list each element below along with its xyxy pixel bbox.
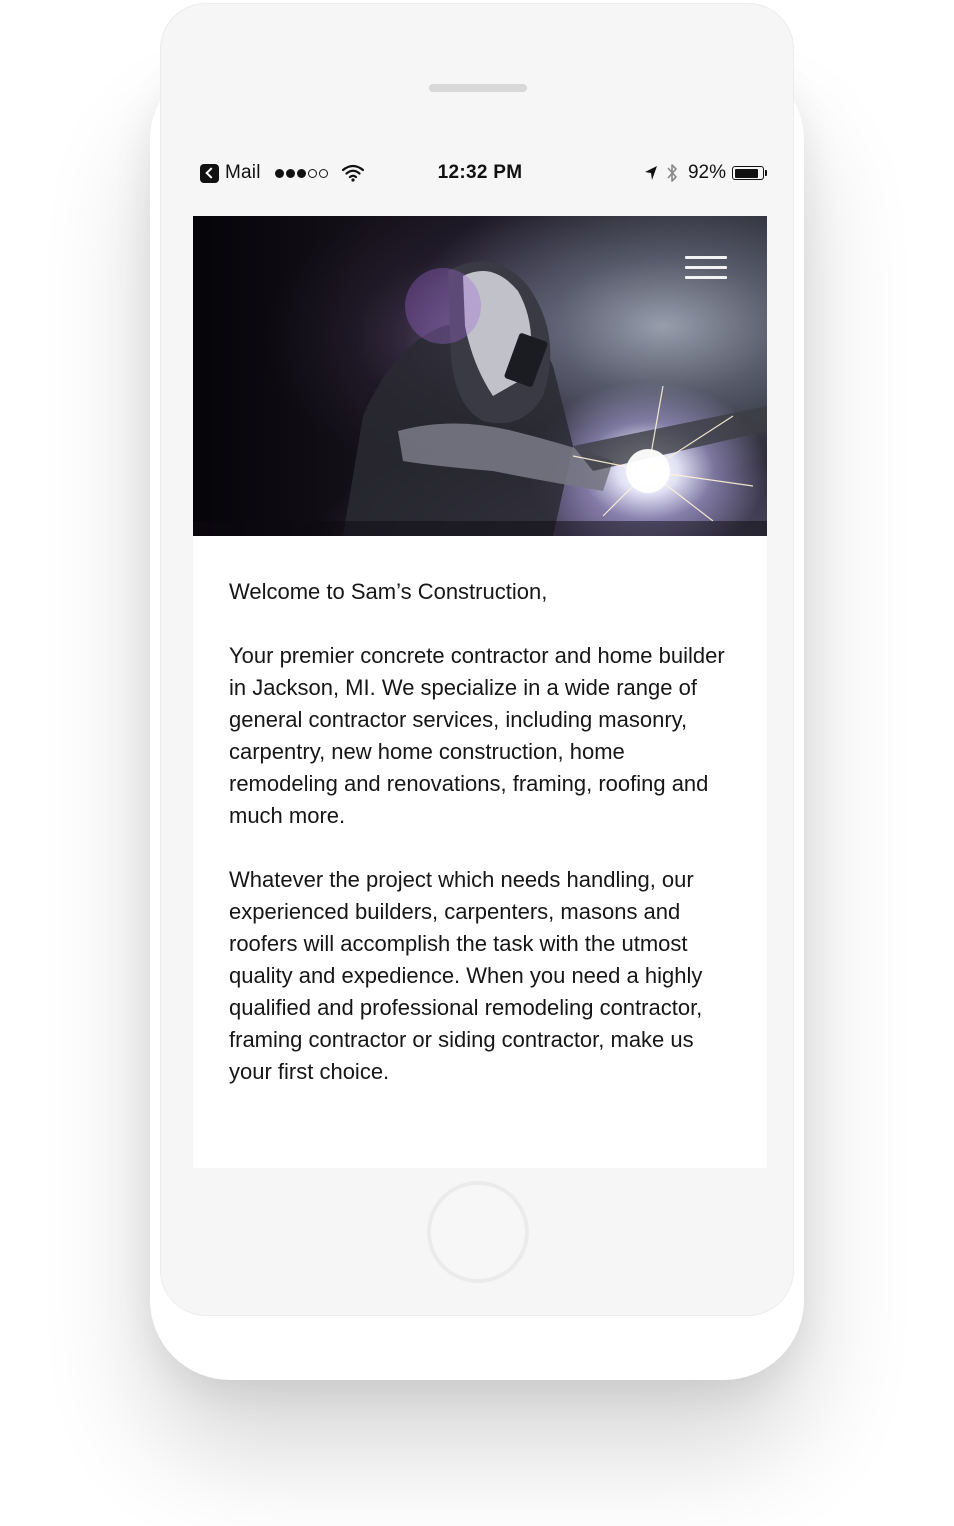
battery-tip bbox=[765, 170, 767, 176]
hero-welding-image bbox=[193, 216, 767, 536]
welder-illustration bbox=[193, 216, 767, 536]
back-app-label[interactable]: Mail bbox=[225, 162, 261, 183]
web-page-screen bbox=[193, 216, 767, 1168]
battery-percent: 92% bbox=[687, 162, 726, 183]
battery-fill bbox=[735, 169, 759, 178]
status-right bbox=[644, 162, 767, 184]
phone-frame bbox=[160, 3, 794, 1316]
menu-bar bbox=[685, 266, 727, 269]
welcome-heading: Welcome to Sam’s Construction, bbox=[229, 579, 548, 604]
status-time: 12:32 PM bbox=[437, 162, 523, 183]
location-arrow-icon bbox=[644, 165, 658, 181]
battery-icon bbox=[732, 166, 764, 180]
phone-speaker bbox=[429, 84, 527, 92]
home-button[interactable] bbox=[427, 1181, 529, 1283]
hamburger-menu-icon[interactable] bbox=[685, 256, 727, 280]
services-paragraph: Whatever the project which needs handling, our experienced builders, carpenters, masons and roofers will accomplish the task with the utmost quality and expedience. When you need a highly qualified and professional remodeling contractor, framing contractor or siding contractor, make us your first choice. bbox=[229, 867, 703, 1084]
intro-paragraph: Your premier concrete contractor and home builder in Jackson, MI. We specialize in a wide range of general contractor services, including masonry, carpentry, new home construction, home remodeling and renovations, framing, roofing and much more. bbox=[229, 643, 725, 828]
menu-bar bbox=[685, 256, 727, 259]
welcome-content bbox=[229, 576, 739, 1120]
menu-bar bbox=[685, 276, 727, 279]
bluetooth-icon bbox=[666, 163, 678, 183]
status-bar bbox=[193, 156, 767, 190]
